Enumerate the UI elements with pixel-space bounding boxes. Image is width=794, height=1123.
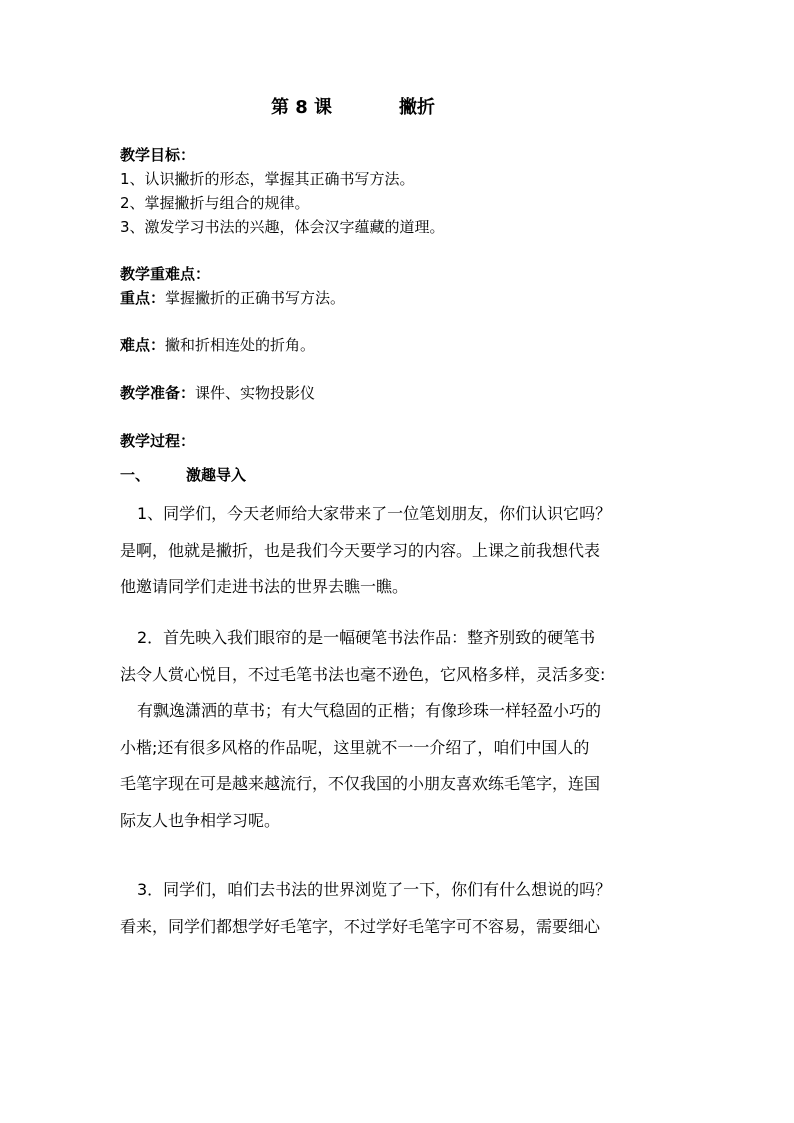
section-1-title: 激趣导入 bbox=[186, 466, 247, 484]
difficulty-line bbox=[120, 333, 680, 357]
paragraph-line: 2．首先映入我们眼帘的是一幅硬笔书法作品：整齐别致的硬笔书 bbox=[137, 628, 596, 647]
process-heading: 教学过程： bbox=[120, 432, 196, 450]
section-1-heading bbox=[120, 463, 680, 487]
preparation-label: 教学准备： bbox=[120, 384, 196, 402]
paragraph-line: 法令人赏心悦目，不过毛笔书法也毫不逊色，它风格多样，灵活多变: bbox=[120, 664, 606, 684]
paragraph-2 bbox=[120, 620, 685, 839]
focus-text: 掌握撇折的正确书写方法。 bbox=[165, 289, 346, 307]
difficulty-label: 难点： bbox=[120, 336, 166, 354]
difficulty-text: 撇和折相连处的折角。 bbox=[165, 336, 316, 354]
preparation-line bbox=[120, 381, 680, 405]
paragraph-line: 是啊，他就是撇折，也是我们今天要学习的内容。上课之前我想代表 bbox=[120, 540, 601, 560]
focus-line bbox=[120, 286, 680, 310]
focus-label: 重点： bbox=[120, 289, 166, 307]
process-section bbox=[120, 429, 680, 487]
difficulty-section bbox=[120, 333, 680, 357]
paragraph-line: 有飘逸潇洒的草书；有大气稳固的正楷；有像珍珠一样轻盈小巧的 bbox=[137, 701, 602, 720]
objectives-section bbox=[120, 143, 680, 239]
section-1-number: 一、 bbox=[120, 466, 151, 484]
paragraph-line: 看来，同学们都想学好毛笔字，不过学好毛笔字可不容易，需要细心 bbox=[120, 916, 601, 936]
paragraph-line: 3．同学们，咱们去书法的世界浏览了一下，你们有什么想说的吗？ bbox=[137, 880, 612, 899]
paragraph-line: 他邀请同学们走进书法的世界去瞧一瞧。 bbox=[120, 577, 409, 596]
objective-item: 3、激发学习书法的兴趣，体会汉字蕴藏的道理。 bbox=[120, 218, 445, 236]
preparation-text: 课件、实物投影仪 bbox=[195, 384, 316, 402]
paragraph-line: 小楷;还有很多风格的作品呢，这里就不一一介绍了，咱们中国人的 bbox=[120, 737, 590, 757]
lesson-name: 撇折 bbox=[399, 97, 435, 118]
lesson-title bbox=[0, 93, 794, 119]
paragraph-line: 际友人也争相学习呢。 bbox=[120, 810, 281, 830]
key-points-section bbox=[120, 262, 680, 310]
lesson-number: 第 8 课 bbox=[271, 97, 333, 118]
objectives-heading: 教学目标： bbox=[120, 146, 196, 164]
paragraph-1 bbox=[120, 496, 685, 606]
paragraph-line: 毛笔字现在可是越来越流行，不仅我国的小朋友喜欢练毛笔字，连国 bbox=[120, 774, 601, 793]
objective-item: 1、认识撇折的形态，掌握其正确书写方法。 bbox=[120, 170, 415, 188]
preparation-section bbox=[120, 381, 680, 405]
objective-item: 2、掌握撇折与组合的规律。 bbox=[120, 194, 310, 212]
paragraph-3 bbox=[120, 872, 685, 945]
paragraph-line: 1、同学们，今天老师给大家带来了一位笔划朋友，你们认识它吗？ bbox=[137, 504, 612, 523]
key-points-heading: 教学重难点： bbox=[120, 265, 211, 283]
